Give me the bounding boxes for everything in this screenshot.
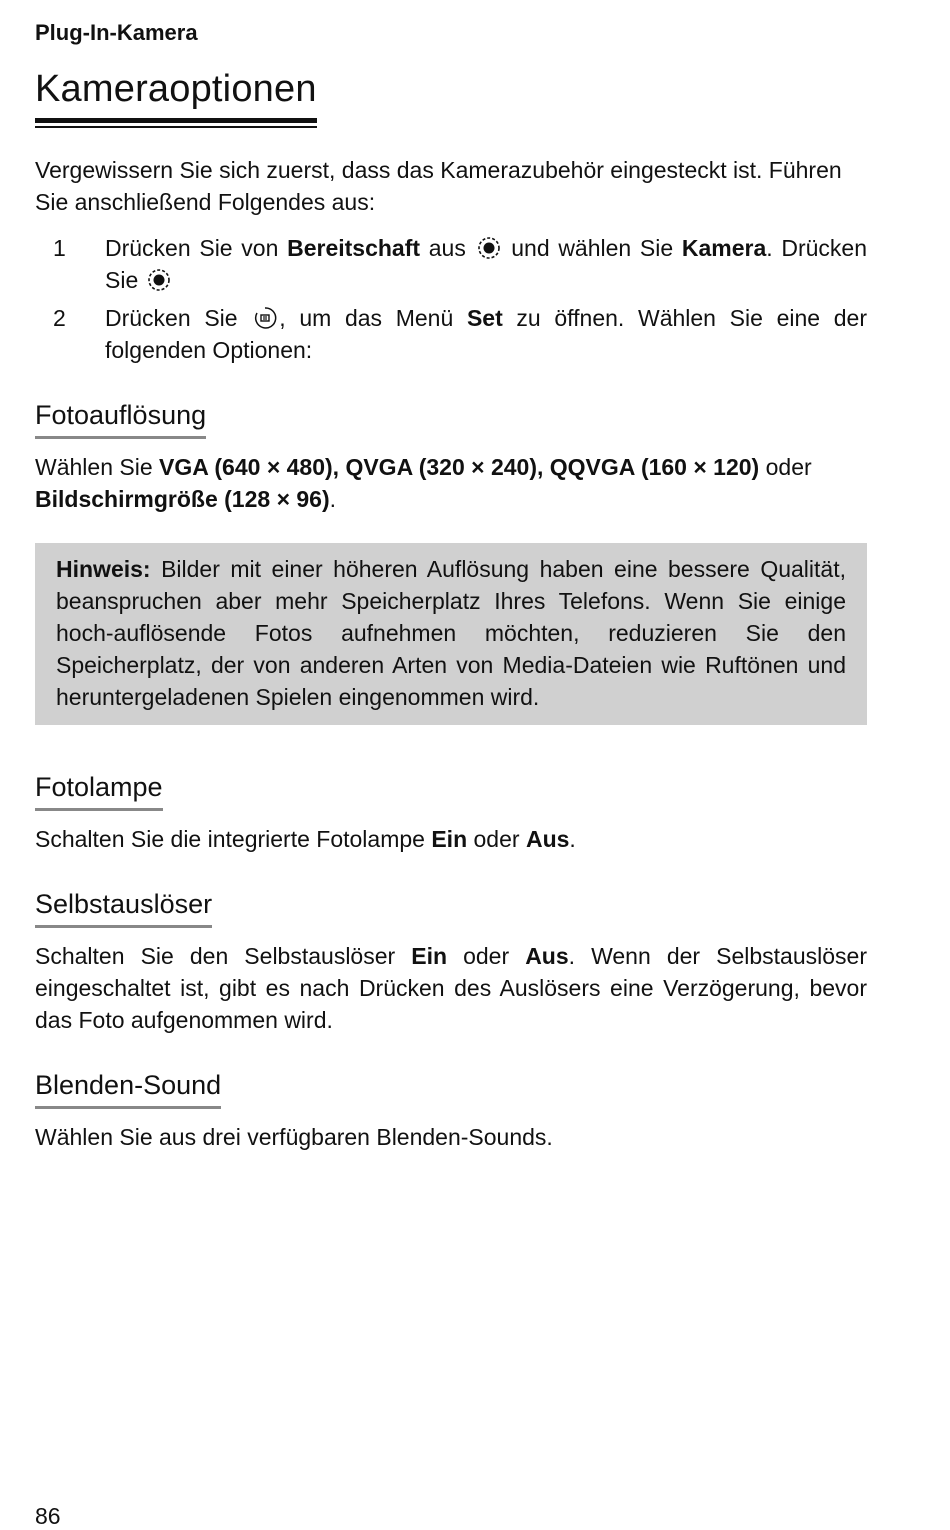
menu-key-icon <box>253 306 277 330</box>
step-list <box>35 232 867 372</box>
body-text: . <box>569 826 576 852</box>
step-text: Drücken Sie von <box>105 235 288 261</box>
body-bold: Ein <box>431 826 468 852</box>
body-text: Wählen Sie <box>35 454 160 480</box>
body-text: . Wenn der Selbstauslöser eingeschaltet ist, gibt es nach Drücken des Auslösers eine Verzögerung, bevor das Foto aufgenommen wird. <box>35 943 867 1033</box>
running-header: Plug-In-Kamera <box>35 20 198 45</box>
navigation-key-icon <box>147 268 171 292</box>
intro-paragraph: Vergewissern Sie sich zuerst, dass das Kamerazubehör eingesteckt ist. Führen Sie anschließend Folgendes aus: <box>35 157 842 215</box>
section-heading: Blenden-Sound <box>35 1070 222 1100</box>
note-label: Hinweis: <box>56 556 151 582</box>
page-title: Kameraoptionen <box>35 68 317 110</box>
step-number: 1 <box>53 235 66 261</box>
blenden-sound-text: Wählen Sie aus drei verfügbaren Blenden-Sounds. <box>35 1124 553 1150</box>
section-blenden-sound <box>35 1068 221 1109</box>
navigation-key-icon <box>477 236 501 260</box>
section-heading: Selbstauslöser <box>35 889 213 919</box>
body-text: oder <box>447 943 526 969</box>
step-text: Drücken Sie <box>105 305 252 331</box>
section-rule <box>35 808 163 811</box>
section-heading: Fotoauflösung <box>35 400 207 430</box>
section-fotoaufloesung <box>35 398 206 439</box>
body-text: Schalten Sie die integrierte Fotolampe <box>35 826 432 852</box>
title-rule-thick <box>35 118 317 123</box>
step-item-2 <box>35 302 867 366</box>
step-bold: Set <box>466 305 503 331</box>
title-block <box>35 66 317 128</box>
fotolampe-text <box>35 823 867 855</box>
section-selbstausloeser <box>35 887 212 928</box>
section-heading: Fotolampe <box>35 772 163 802</box>
body-text: oder <box>759 454 812 480</box>
body-text: oder <box>467 826 526 852</box>
step-text: . Drücken Sie <box>105 235 867 293</box>
page-number: 86 <box>35 1503 61 1529</box>
section-rule <box>35 436 206 439</box>
step-item-1 <box>35 232 867 296</box>
step-bold: Kamera <box>681 235 767 261</box>
title-rule-thin <box>35 126 317 128</box>
step-text: und wählen Sie <box>502 235 682 261</box>
note-body: Bilder mit einer höheren Auflösung haben eine bessere Qualität, beanspruchen aber mehr Speicherplatz Ihres Telefons. Wenn Sie einige hoch-auflösende Fotos aufnehmen möchten, reduzieren Sie den Speicherplatz, der von anderen Arten von Media-Dateien wie Ruftönen und heruntergeladenen Spielen eingenommen wird. <box>56 556 846 710</box>
body-bold: Aus <box>525 943 569 969</box>
body-text: Schalten Sie den Selbstauslöser <box>35 943 412 969</box>
section-rule <box>35 1106 221 1109</box>
body-bold: Bildschirmgröße (128 × 96) <box>35 486 330 512</box>
body-text: . <box>329 486 337 512</box>
note-text <box>56 553 846 713</box>
selbstausloeser-text <box>35 940 867 1036</box>
body-bold: Ein <box>411 943 448 969</box>
body-bold: Aus <box>525 826 570 852</box>
step-number: 2 <box>53 305 66 331</box>
step-text: , um das Menü <box>279 305 467 331</box>
step-text: zu öffnen. Wählen Sie eine der folgenden Optionen: <box>105 305 867 363</box>
section-rule <box>35 925 212 928</box>
note-box <box>35 543 867 725</box>
body-bold: VGA (640 × 480), QVGA (320 × 240), QQVGA (160 × 120) <box>159 454 760 480</box>
fotoaufloesung-text <box>35 451 867 515</box>
section-fotolampe <box>35 770 163 811</box>
step-bold: Bereitschaft <box>287 235 421 261</box>
step-text: aus <box>420 235 475 261</box>
